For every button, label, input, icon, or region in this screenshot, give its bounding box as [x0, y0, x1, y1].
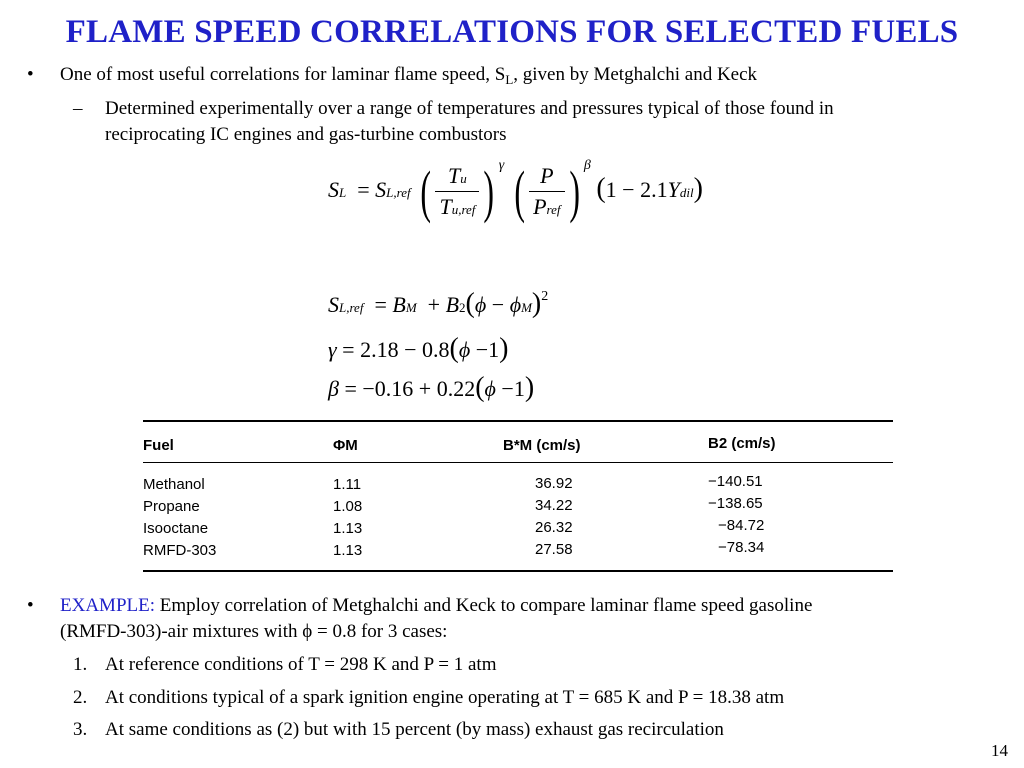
- cell-bm-isooctane: 26.32: [535, 519, 573, 536]
- cell-b2-propane: −138.65: [708, 495, 763, 512]
- header-bm: B*M (cm/s): [503, 437, 581, 454]
- fuel-table: [143, 420, 893, 572]
- cell-phi-rmfd: 1.13: [333, 542, 363, 559]
- header-b2: B2 (cm/s): [708, 435, 776, 452]
- list-item-2: At conditions typical of a spark ignition engine operating at T = 685 K and P = 18.38 atm: [105, 687, 785, 708]
- list-item-1: At reference conditions of T = 298 K and P = 1 atm: [105, 654, 497, 675]
- cell-fuel-rmfd: RMFD-303: [143, 542, 217, 559]
- table-bottom-rule: [143, 570, 893, 572]
- flame-speed-equation: SL = SL,ref ( $\frac{Tu}{\text{Tu,ref}}$ ) $^\gamma$ ( $\frac{P}{\text{Pref}}$ ) $^\beta$ (1 − 2.1Ydil): [328, 158, 703, 224]
- reference-speed-equation: SL,ref = BM + $B2(\phi - \phi M)^2$: [328, 288, 549, 319]
- cell-phi-propane: 1.08: [333, 498, 363, 515]
- list-number-2: 2.: [73, 687, 88, 708]
- cell-phi-isooctane: 1.13: [333, 520, 363, 537]
- cell-fuel-propane: Propane: [143, 498, 200, 515]
- bullet-marker: •: [27, 64, 34, 85]
- cell-b2-methanol: −140.51: [708, 473, 763, 490]
- cell-b2-rmfd: −78.34: [718, 539, 765, 556]
- dash-marker: –: [73, 98, 83, 119]
- example-line-2: (RMFD-303)-air mixtures with ϕ = 0.8 for 3 cases:: [60, 621, 448, 642]
- list-number-3: 3.: [73, 719, 88, 740]
- cell-fuel-methanol: Methanol: [143, 476, 205, 493]
- page-number: 14: [991, 741, 1008, 760]
- beta-equation: β = −0.16 + 0.22(ϕ −1): [328, 372, 535, 403]
- cell-bm-propane: 34.22: [535, 497, 573, 514]
- list-number-1: 1.: [73, 654, 88, 675]
- cell-bm-rmfd: 27.58: [535, 541, 573, 558]
- header-phi-m: ΦM: [333, 437, 358, 454]
- cell-b2-isooctane: −84.72: [718, 517, 765, 534]
- example-line-1: EXAMPLE: Employ correlation of Metghalchi and Keck to compare laminar flame speed gasoline: [60, 595, 813, 616]
- sub-bullet-line-2: reciprocating IC engines and gas-turbine combustors: [105, 124, 507, 145]
- gamma-equation: γ = 2.18 − 0.8(ϕ −1): [328, 333, 509, 364]
- cell-bm-methanol: 36.92: [535, 475, 573, 492]
- table-header-rule: [143, 462, 893, 463]
- slide-title: FLAME SPEED CORRELATIONS FOR SELECTED FUELS: [65, 14, 959, 50]
- bullet-text-1: One of most useful correlations for laminar flame speed, $S_L$, given by Metghalchi and Keck: [60, 64, 758, 87]
- cell-phi-methanol: 1.11: [333, 476, 362, 493]
- cell-fuel-isooctane: Isooctane: [143, 520, 209, 537]
- list-item-3: At same conditions as (2) but with 15 percent (by mass) exhaust gas recirculation: [105, 719, 724, 740]
- sub-bullet-line-1: Determined experimentally over a range of temperatures and pressures typical of those found in: [105, 98, 834, 119]
- header-fuel: Fuel: [143, 437, 174, 454]
- example-label: EXAMPLE:: [60, 595, 155, 616]
- table-top-rule: [143, 420, 893, 422]
- bullet-marker: •: [27, 595, 34, 616]
